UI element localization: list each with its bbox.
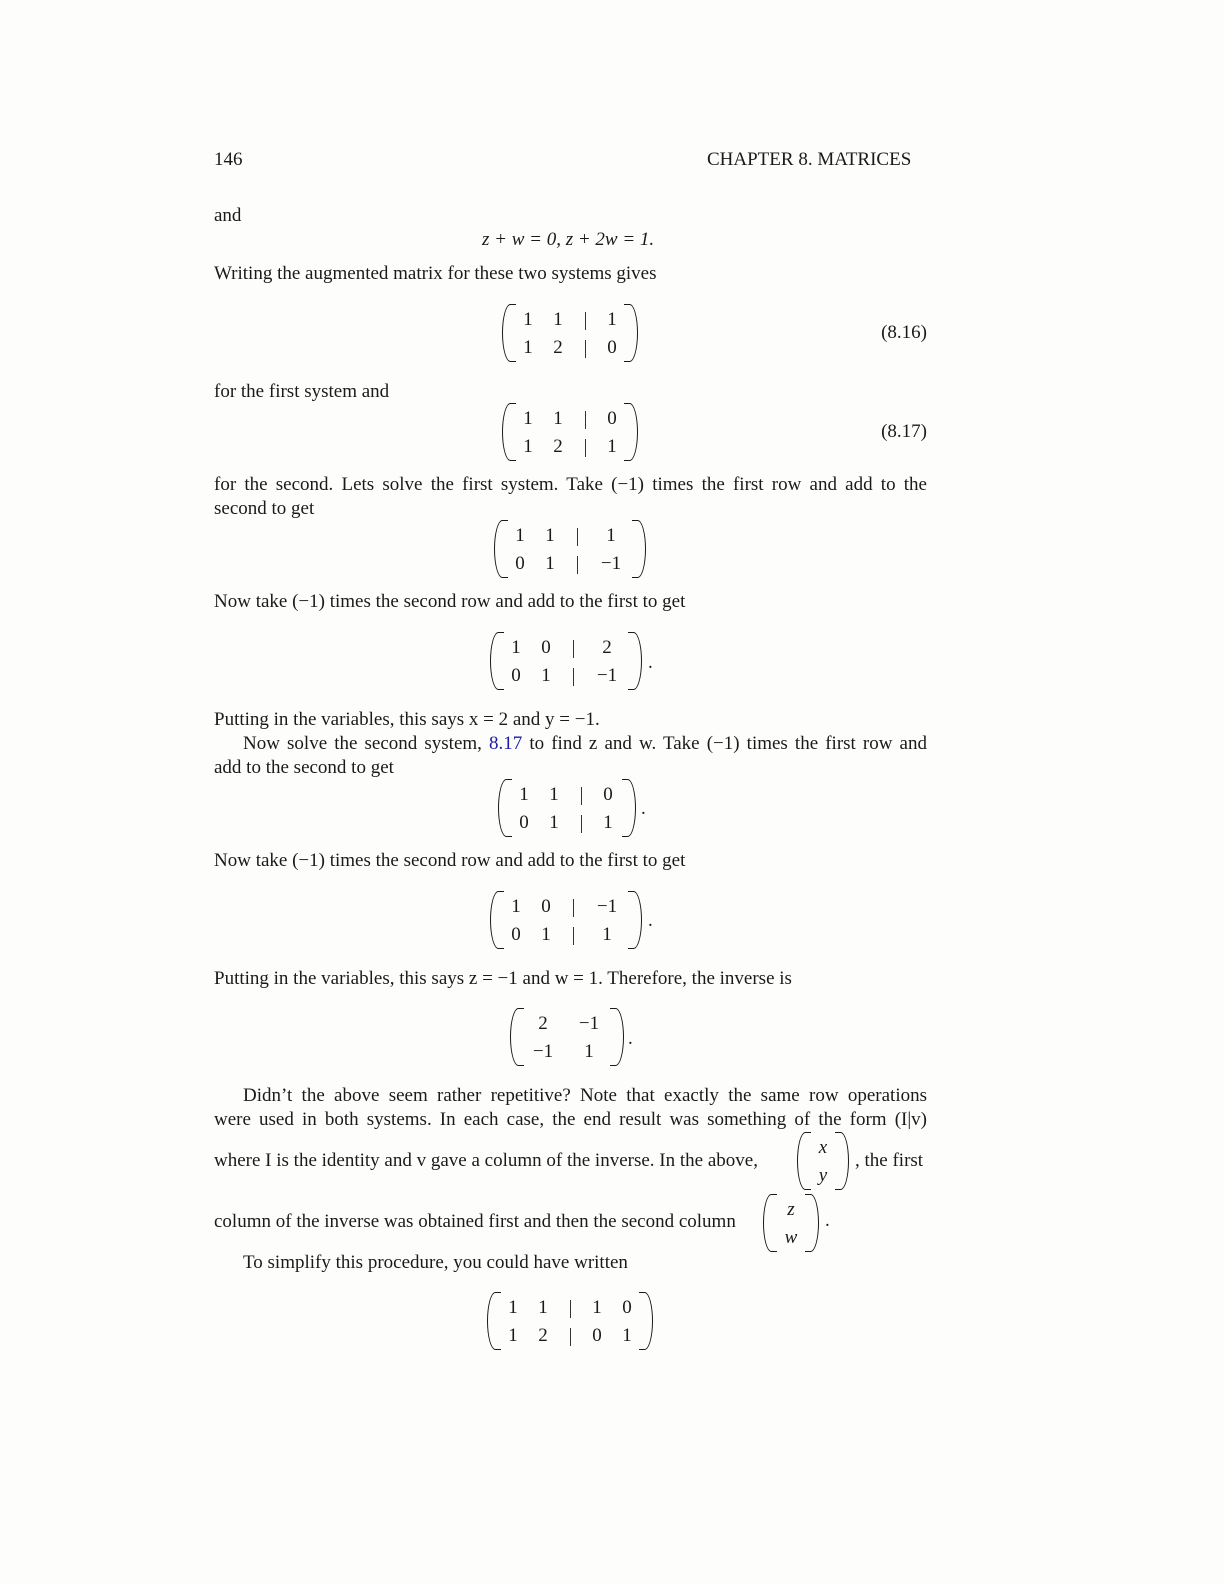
left-paren bbox=[494, 520, 508, 578]
matrix-cell: 1 bbox=[519, 784, 529, 805]
augment-bar bbox=[570, 1328, 571, 1346]
augment-bar bbox=[577, 556, 578, 574]
matrix-cell: 1 bbox=[549, 812, 559, 833]
paragraph-where: where I is the identity and v gave a column of the inverse. In the above, bbox=[214, 1150, 758, 1171]
augment-bar bbox=[585, 340, 586, 358]
matrix-cell: 1 bbox=[549, 784, 559, 805]
matrix-cell: 1 bbox=[523, 309, 533, 330]
matrix-step-d bbox=[490, 891, 642, 949]
right-paren bbox=[610, 1008, 624, 1066]
period: . bbox=[648, 910, 653, 931]
matrix-cell: 1 bbox=[538, 1297, 548, 1318]
left-paren bbox=[763, 1194, 777, 1252]
augment-bar bbox=[577, 528, 578, 546]
matrix-cell: 2 bbox=[602, 637, 612, 658]
matrix-cell: 0 bbox=[541, 896, 551, 917]
left-paren bbox=[502, 403, 516, 461]
paragraph-for-second-line2: second to get bbox=[214, 498, 315, 519]
matrix-cell: y bbox=[818, 1165, 828, 1186]
paragraph-for-first: for the first system and bbox=[214, 381, 390, 402]
matrix-step-b bbox=[490, 632, 642, 690]
paragraph-writing: Writing the augmented matrix for these two systems gives bbox=[214, 263, 657, 284]
column-vector-xy bbox=[797, 1132, 849, 1190]
augment-bar bbox=[570, 1300, 571, 1318]
equation-number-8-17: (8.17) bbox=[881, 421, 927, 442]
matrix-cell: 0 bbox=[592, 1325, 602, 1346]
matrix-8-16 bbox=[502, 304, 638, 362]
matrix-cell: −1 bbox=[578, 1013, 600, 1034]
page-number: 146 bbox=[214, 149, 243, 170]
matrix-cell: z bbox=[787, 1199, 795, 1220]
augment-bar bbox=[581, 787, 582, 805]
right-paren bbox=[628, 632, 642, 690]
matrix-cell: 1 bbox=[511, 896, 521, 917]
period: . bbox=[825, 1210, 830, 1231]
matrix-cell: 1 bbox=[523, 408, 533, 429]
matrix-cell: 1 bbox=[508, 1325, 518, 1346]
augment-bar bbox=[573, 927, 574, 945]
matrix-cell: 1 bbox=[515, 525, 525, 546]
matrix-cell: 2 bbox=[538, 1013, 548, 1034]
paragraph-now-take-2: Now take (−1) times the second row and add to the first to get bbox=[214, 850, 686, 871]
matrix-cell: 0 bbox=[511, 924, 521, 945]
right-paren bbox=[624, 304, 638, 362]
augment-bar bbox=[581, 815, 582, 833]
matrix-cell: 0 bbox=[607, 337, 617, 358]
augment-bar bbox=[585, 439, 586, 457]
augment-bar bbox=[573, 899, 574, 917]
matrix-cell: 1 bbox=[541, 665, 551, 686]
matrix-cell: w bbox=[784, 1227, 798, 1248]
left-paren bbox=[490, 891, 504, 949]
matrix-cell: 0 bbox=[607, 408, 617, 429]
matrix-cell: 2 bbox=[538, 1325, 548, 1346]
matrix-8-17 bbox=[502, 403, 638, 461]
matrix-cell: −1 bbox=[596, 896, 618, 917]
paragraph-putting-1: Putting in the variables, this says x = 2 and y = −1. bbox=[214, 709, 600, 730]
right-paren bbox=[835, 1132, 849, 1190]
equation-number-8-16: (8.16) bbox=[881, 322, 927, 343]
right-paren bbox=[639, 1292, 653, 1350]
matrix-final bbox=[487, 1292, 653, 1350]
text-and: and bbox=[214, 205, 242, 226]
right-paren bbox=[628, 891, 642, 949]
column-vector-zw bbox=[763, 1194, 819, 1252]
matrix-cell: 1 bbox=[622, 1325, 632, 1346]
period: . bbox=[641, 798, 646, 819]
matrix-cell: 1 bbox=[541, 924, 551, 945]
augment-bar bbox=[585, 411, 586, 429]
right-paren bbox=[622, 779, 636, 837]
equation-zw: z + w = 0, z + 2w = 1. bbox=[482, 229, 655, 250]
matrix-cell: 0 bbox=[519, 812, 529, 833]
matrix-cell: 2 bbox=[553, 337, 563, 358]
matrix-cell: 1 bbox=[508, 1297, 518, 1318]
matrix-cell: 1 bbox=[602, 924, 612, 945]
matrix-cell: 0 bbox=[541, 637, 551, 658]
paragraph-now-solve-line1 bbox=[243, 732, 927, 756]
text-span: to find z and w. Take (−1) times the first row and bbox=[522, 733, 927, 754]
paragraph-didnt-line1: Didn’t the above seem rather repetitive? Note that exactly the same row operations bbox=[243, 1085, 927, 1106]
text-the-first: , the first bbox=[855, 1150, 924, 1171]
matrix-cell: 0 bbox=[603, 784, 613, 805]
matrix-cell: 0 bbox=[622, 1297, 632, 1318]
paragraph-now-take-1: Now take (−1) times the second row and add to the first to get bbox=[214, 591, 686, 612]
paragraph-simplify: To simplify this procedure, you could have written bbox=[243, 1252, 628, 1273]
matrix-cell: 1 bbox=[553, 408, 563, 429]
period: . bbox=[648, 652, 653, 673]
left-paren bbox=[797, 1132, 811, 1190]
matrix-cell: 1 bbox=[606, 525, 616, 546]
augment-bar bbox=[573, 668, 574, 686]
left-paren bbox=[510, 1008, 524, 1066]
paragraph-now-solve-line2: add to the second to get bbox=[214, 757, 394, 778]
left-paren bbox=[502, 304, 516, 362]
matrix-cell: 1 bbox=[584, 1041, 594, 1062]
matrix-cell: 1 bbox=[523, 337, 533, 358]
matrix-step-a bbox=[494, 520, 646, 578]
matrix-step-c bbox=[498, 779, 636, 837]
matrix-cell: 1 bbox=[523, 436, 533, 457]
augment-bar bbox=[573, 640, 574, 658]
left-paren bbox=[498, 779, 512, 837]
matrix-cell: 1 bbox=[545, 525, 555, 546]
right-paren bbox=[632, 520, 646, 578]
matrix-cell: 1 bbox=[607, 436, 617, 457]
left-paren bbox=[487, 1292, 501, 1350]
matrix-cell: 1 bbox=[545, 553, 555, 574]
right-paren bbox=[624, 403, 638, 461]
matrix-cell: 1 bbox=[603, 812, 613, 833]
matrix-cell: 1 bbox=[553, 309, 563, 330]
matrix-cell: 0 bbox=[515, 553, 525, 574]
left-paren bbox=[490, 632, 504, 690]
matrix-cell: −1 bbox=[600, 553, 622, 574]
text-span: Now solve the second system, bbox=[243, 733, 490, 754]
right-paren bbox=[805, 1194, 819, 1252]
paragraph-putting-2: Putting in the variables, this says z = −1 and w = 1. Therefore, the inverse is bbox=[214, 968, 792, 989]
augment-bar bbox=[585, 312, 586, 330]
period: . bbox=[628, 1028, 633, 1049]
matrix-cell: 1 bbox=[511, 637, 521, 658]
paragraph-column: column of the inverse was obtained first and then the second column bbox=[214, 1211, 736, 1232]
running-header: CHAPTER 8. MATRICES bbox=[707, 149, 912, 170]
matrix-cell: 1 bbox=[592, 1297, 602, 1318]
paragraph-didnt-line2: were used in both systems. In each case, the end result was something of the form (I|v) bbox=[214, 1109, 927, 1130]
equation-reference-link[interactable]: 8.17 bbox=[489, 733, 523, 754]
inverse-matrix bbox=[510, 1008, 624, 1066]
paragraph-for-second-line1: for the second. Lets solve the first system. Take (−1) times the first row and add to the bbox=[214, 474, 927, 495]
matrix-cell: 1 bbox=[607, 309, 617, 330]
matrix-cell: −1 bbox=[596, 665, 618, 686]
matrix-cell: −1 bbox=[532, 1041, 554, 1062]
matrix-cell: 0 bbox=[511, 665, 521, 686]
matrix-cell: 2 bbox=[553, 436, 563, 457]
matrix-cell: x bbox=[818, 1137, 828, 1158]
